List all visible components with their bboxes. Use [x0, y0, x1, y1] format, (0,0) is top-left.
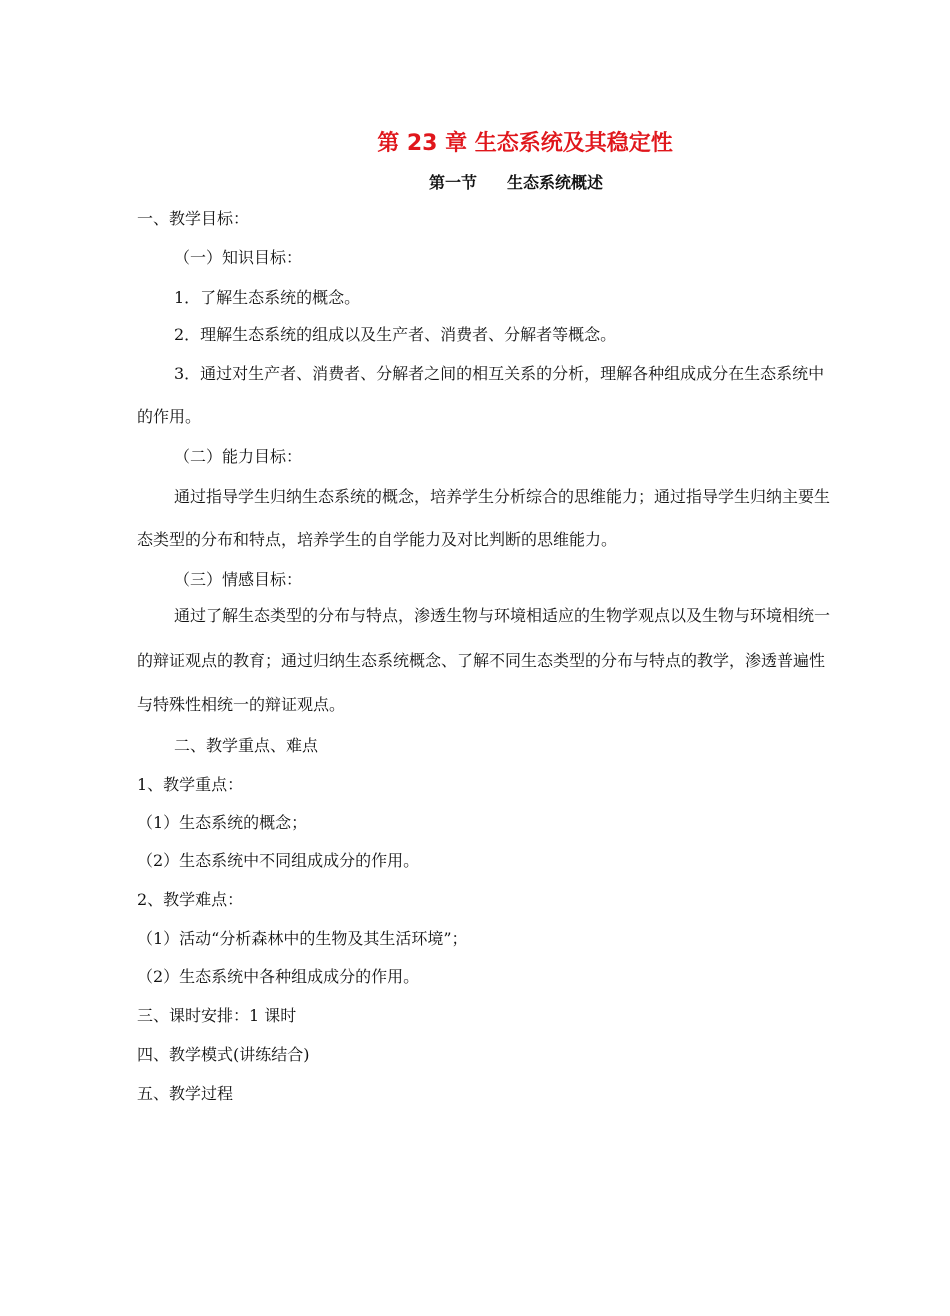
subheading-knowledge-objectives: （一）知识目标：	[174, 248, 303, 267]
difficulty-item-2: （2）生态系统中各种组成成分的作用。	[137, 967, 420, 986]
subheading-emotional-objectives: （三）情感目标：	[174, 570, 303, 589]
heading-teaching-focus: 1、教学重点：	[137, 775, 244, 794]
heading-teaching-mode: 四、教学模式(讲练结合)	[137, 1045, 310, 1064]
knowledge-item-3-continued: 的作用。	[137, 407, 202, 426]
emotional-paragraph-line-3: 与特殊性相统一的辩证观点。	[137, 695, 346, 714]
heading-teaching-process: 五、教学过程	[137, 1084, 234, 1103]
heading-class-schedule: 三、课时安排：1 课时	[137, 1006, 297, 1025]
emotional-paragraph-line-1: 通过了解生态类型的分布与特点，渗透生物与环境相适应的生物学观点以及生物与环境相统一	[174, 606, 831, 625]
heading-teaching-objectives: 一、教学目标：	[137, 209, 250, 228]
ability-paragraph-line-2: 态类型的分布和特点，培养学生的自学能力及对比判断的思维能力。	[137, 530, 618, 549]
ability-paragraph-line-1: 通过指导学生归纳生态系统的概念，培养学生分析综合的思维能力；通过指导学生归纳主要生	[174, 487, 831, 506]
section-name: 生态系统概述	[507, 173, 604, 192]
section-heading	[429, 172, 603, 194]
heading-key-points: 二、教学重点、难点	[174, 736, 319, 755]
focus-item-1: （1）生态系统的概念；	[137, 813, 308, 832]
chapter-title: 第 23 章 生态系统及其稳定性	[377, 131, 673, 156]
difficulty-item-1: （1）活动“分析森林中的生物及其生活环境”；	[137, 929, 468, 948]
subheading-ability-objectives: （二）能力目标：	[174, 447, 303, 466]
knowledge-item-2: 2．理解生态系统的组成以及生产者、消费者、分解者等概念。	[174, 325, 617, 344]
heading-teaching-difficulty: 2、教学难点：	[137, 890, 244, 909]
section-number: 第一节	[429, 173, 478, 192]
focus-item-2: （2）生态系统中不同组成成分的作用。	[137, 851, 420, 870]
emotional-paragraph-line-2: 的辩证观点的教育；通过归纳生态系统概念、了解不同生态类型的分布与特点的教学，渗透普遍性	[137, 651, 826, 670]
knowledge-item-1: 1．了解生态系统的概念。	[174, 288, 361, 307]
knowledge-item-3: 3．通过对生产者、消费者、分解者之间的相互关系的分析，理解各种组成成分在生态系统中	[174, 364, 825, 383]
